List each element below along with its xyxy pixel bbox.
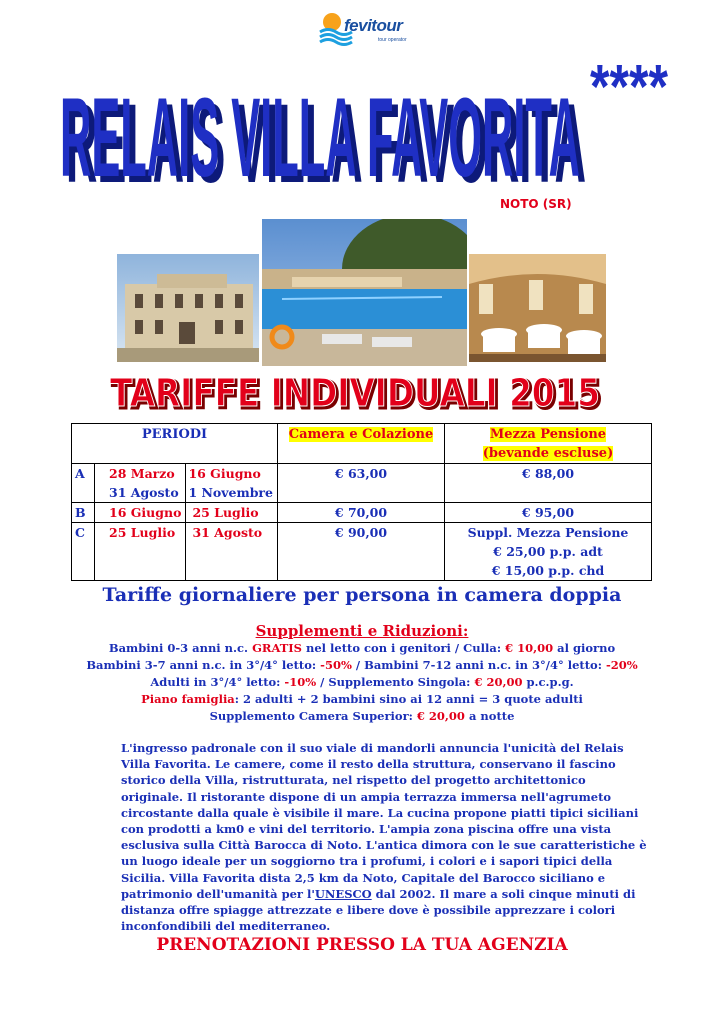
unesco-text: UNESCO	[314, 886, 372, 901]
villa-facade-photo	[117, 254, 259, 362]
header-periodi: PERIODI	[72, 424, 278, 464]
rates-table	[71, 423, 652, 581]
supplements-heading: Supplementi e Riduzioni:	[255, 622, 469, 640]
row-letter: C	[72, 523, 95, 581]
row-letter: A	[72, 464, 95, 503]
period-from: 16 Giugno	[95, 503, 186, 523]
header-camera: Camera e Colazione	[278, 424, 445, 464]
supplement-line: Bambini 3-7 anni n.c. in 3°/4° letto: -50% / Bambini 7-12 anni n.c. in 3°/4° letto: -20%	[86, 658, 638, 672]
table-header-row	[72, 424, 652, 464]
supplement-line: Adulti in 3°/4° letto: -10% / Supplemento Singola: € 20,00 p.c.p.g.	[150, 675, 574, 689]
pool-photo	[262, 219, 467, 366]
mezza-price: Suppl. Mezza Pensione € 25,00 p.p. adt € 15,00 p.p. chd	[445, 523, 652, 581]
period-from: 28 Marzo 31 Agosto	[95, 464, 186, 503]
table-row	[72, 464, 652, 503]
table-row	[72, 523, 652, 581]
fevitour-logo	[318, 8, 428, 50]
camera-price: € 70,00	[278, 503, 445, 523]
supplement-line: Supplemento Camera Superior: € 20,00 a notte	[209, 709, 515, 723]
supplement-line: Bambini 0-3 anni n.c. GRATIS nel letto con i genitori / Culla: € 10,00 al giorno	[108, 641, 616, 655]
logo-tagline: tour operator	[378, 37, 407, 43]
hotel-description: L'ingresso padronale con il suo viale di mandorli annuncia l'unicità del Relais Villa Favorita. Le camere, come il resto della struttura, conservano il fascino storico della Villa, ristrutturata, nel rispetto del progetto architettonico originale. Il ristorante dispone di un ampia terrazza immersa nell'agrumeto circostante dalla quale è visibile il mare. La cucina propone piatti tipici siciliani con prodotti a km0 e vini del territorio. L'ampia zona piscina offre una vista esclusiva sulla Città Barocca di Noto. L'antica dimora con le sue caratteristiche è un luogo ideale per un soggiorno tra i profumi, i colori e i sapori tipici della Sicilia. Villa Favorita dista 2,5 km da Noto, Capitale del Barocco siciliano e patrimonio dell'umanità per l'UNESCO dal 2002. Il mare a soli cinque minuti di distanza offre spiagge attrezzate e libere dove è possibile apprezzare i colori inconfondibili del mediterraneo.	[121, 741, 647, 934]
table-row	[72, 503, 652, 523]
rates-note: Tariffe giornaliere per persona in camera doppia	[102, 584, 622, 606]
location-label: NOTO (SR)	[500, 197, 572, 211]
restaurant-hall-photo	[469, 254, 606, 362]
hotel-stars: ****	[590, 53, 669, 122]
rates-headline-text: TARIFFE INDIVIDUALI 2015	[110, 371, 600, 415]
hotel-title-shadow: RELAIS VILLA FAVORITA	[66, 80, 586, 198]
mezza-price: € 88,00	[445, 464, 652, 503]
svg-text:TARIFFE INDIVIDUALI 2015: TARIFFE INDIVIDUALI 2015	[112, 373, 602, 417]
camera-price: € 90,00	[278, 523, 445, 581]
logo-brand: fevitour	[344, 16, 403, 35]
header-mezza: Mezza Pensione (bevande escluse)	[445, 424, 652, 464]
booking-footer: PRENOTAZIONI PRESSO LA TUA AGENZIA	[156, 935, 568, 955]
hotel-title-text: RELAIS VILLA FAVORITA	[60, 74, 580, 198]
period-to: 16 Giugno 1 Novembre	[186, 464, 278, 503]
mezza-price: € 95,00	[445, 503, 652, 523]
rates-headline	[108, 366, 608, 418]
hotel-title	[60, 48, 670, 198]
supplements-list	[0, 640, 724, 725]
camera-price: € 63,00	[278, 464, 445, 503]
supplement-line: Piano famiglia: 2 adulti + 2 bambini sino ai 12 anni = 3 quote adulti	[141, 692, 583, 706]
period-from: 25 Luglio	[95, 523, 186, 581]
row-letter: B	[72, 503, 95, 523]
period-to: 31 Agosto	[186, 523, 278, 581]
period-to: 25 Luglio	[186, 503, 278, 523]
